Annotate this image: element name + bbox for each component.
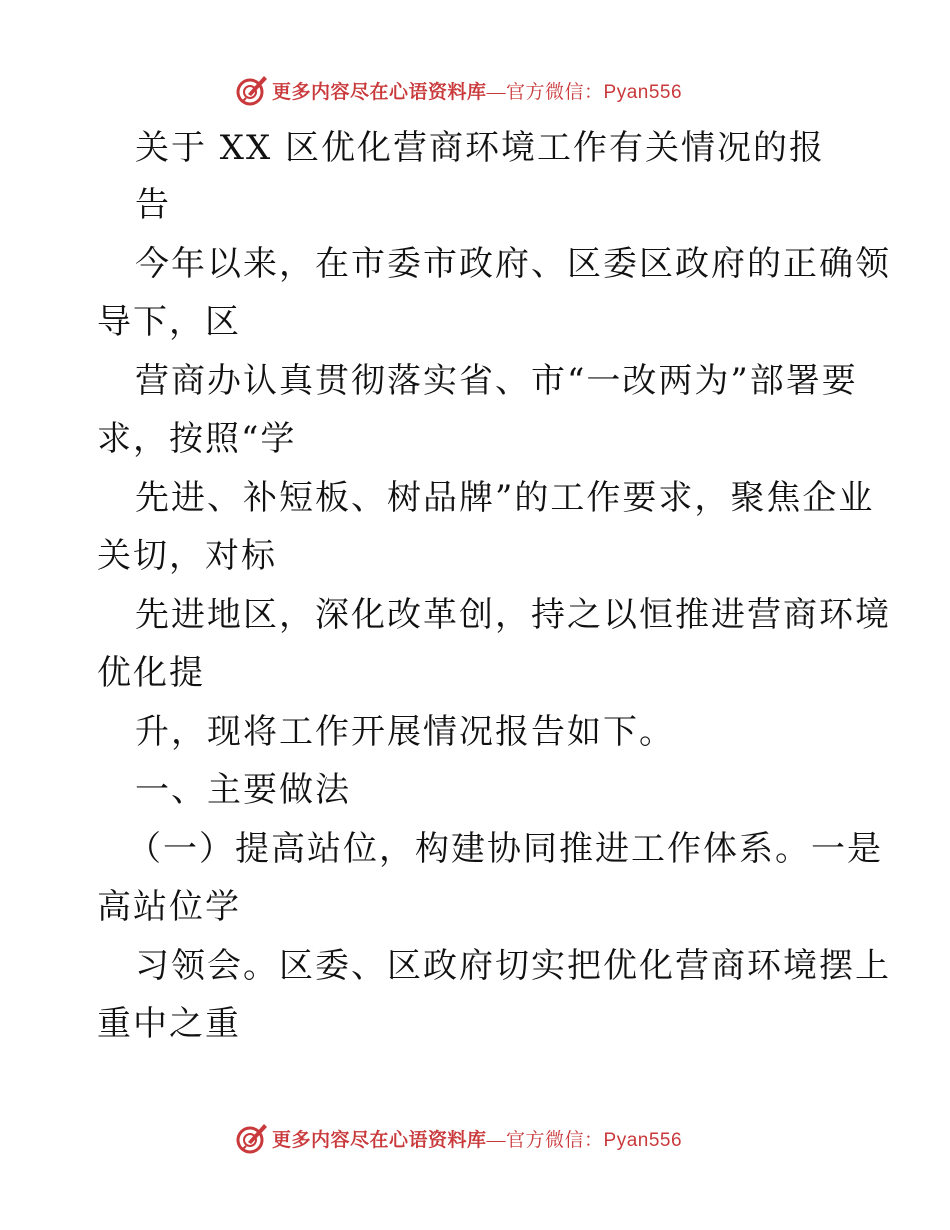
document-title-line-2: 告 [135,185,171,225]
paragraph-line: 先进地区，深化改革创，持之以恒推进营商环境 [135,595,891,635]
paragraph-line: 先进、补短板、树品牌”的工作要求，聚焦企业 [135,478,875,518]
watermark-dash: — [486,82,507,103]
watermark-text [272,1125,682,1152]
footer-watermark [0,1120,950,1160]
section-heading: 一、主要做法 [135,770,351,810]
paragraph-line: 关切，对标 [97,536,277,576]
paragraph-line: （一）提高站位，构建协同推进工作体系。一是 [127,829,883,869]
watermark-contact-id: Pyan556 [603,1130,683,1151]
paragraph-line: 升，现将工作开展情况报告如下。 [135,712,675,752]
watermark-contact-prefix: 官方微信： [506,82,604,103]
header-watermark [0,72,950,112]
paragraph-line: 导下，区 [97,302,241,342]
paragraph-line: 优化提 [97,653,205,693]
paragraph-line: 重中之重 [97,1004,241,1044]
paragraph-line: 今年以来，在市委市政府、区委区政府的正确领 [135,244,891,284]
watermark-dash: — [486,1130,507,1151]
paragraph-line: 习领会。区委、区政府切实把优化营商环境摆上 [135,946,891,986]
watermark-contact-id: Pyan556 [603,82,683,103]
paragraph-line: 高站位学 [97,887,241,927]
watermark-text [272,77,682,104]
document-title-line-1: 关于 XX 区优化营商环境工作有关情况的报 [135,128,826,168]
quill-logo-icon [234,72,270,108]
quill-logo-icon [234,1120,270,1156]
watermark-label: 更多内容尽在心语资料库 [272,1130,487,1151]
watermark-label: 更多内容尽在心语资料库 [272,82,487,103]
paragraph-line: 营商办认真贯彻落实省、市“一改两为”部署要 [135,361,858,401]
paragraph-line: 求，按照“学 [97,419,297,459]
watermark-contact-prefix: 官方微信： [506,1130,604,1151]
